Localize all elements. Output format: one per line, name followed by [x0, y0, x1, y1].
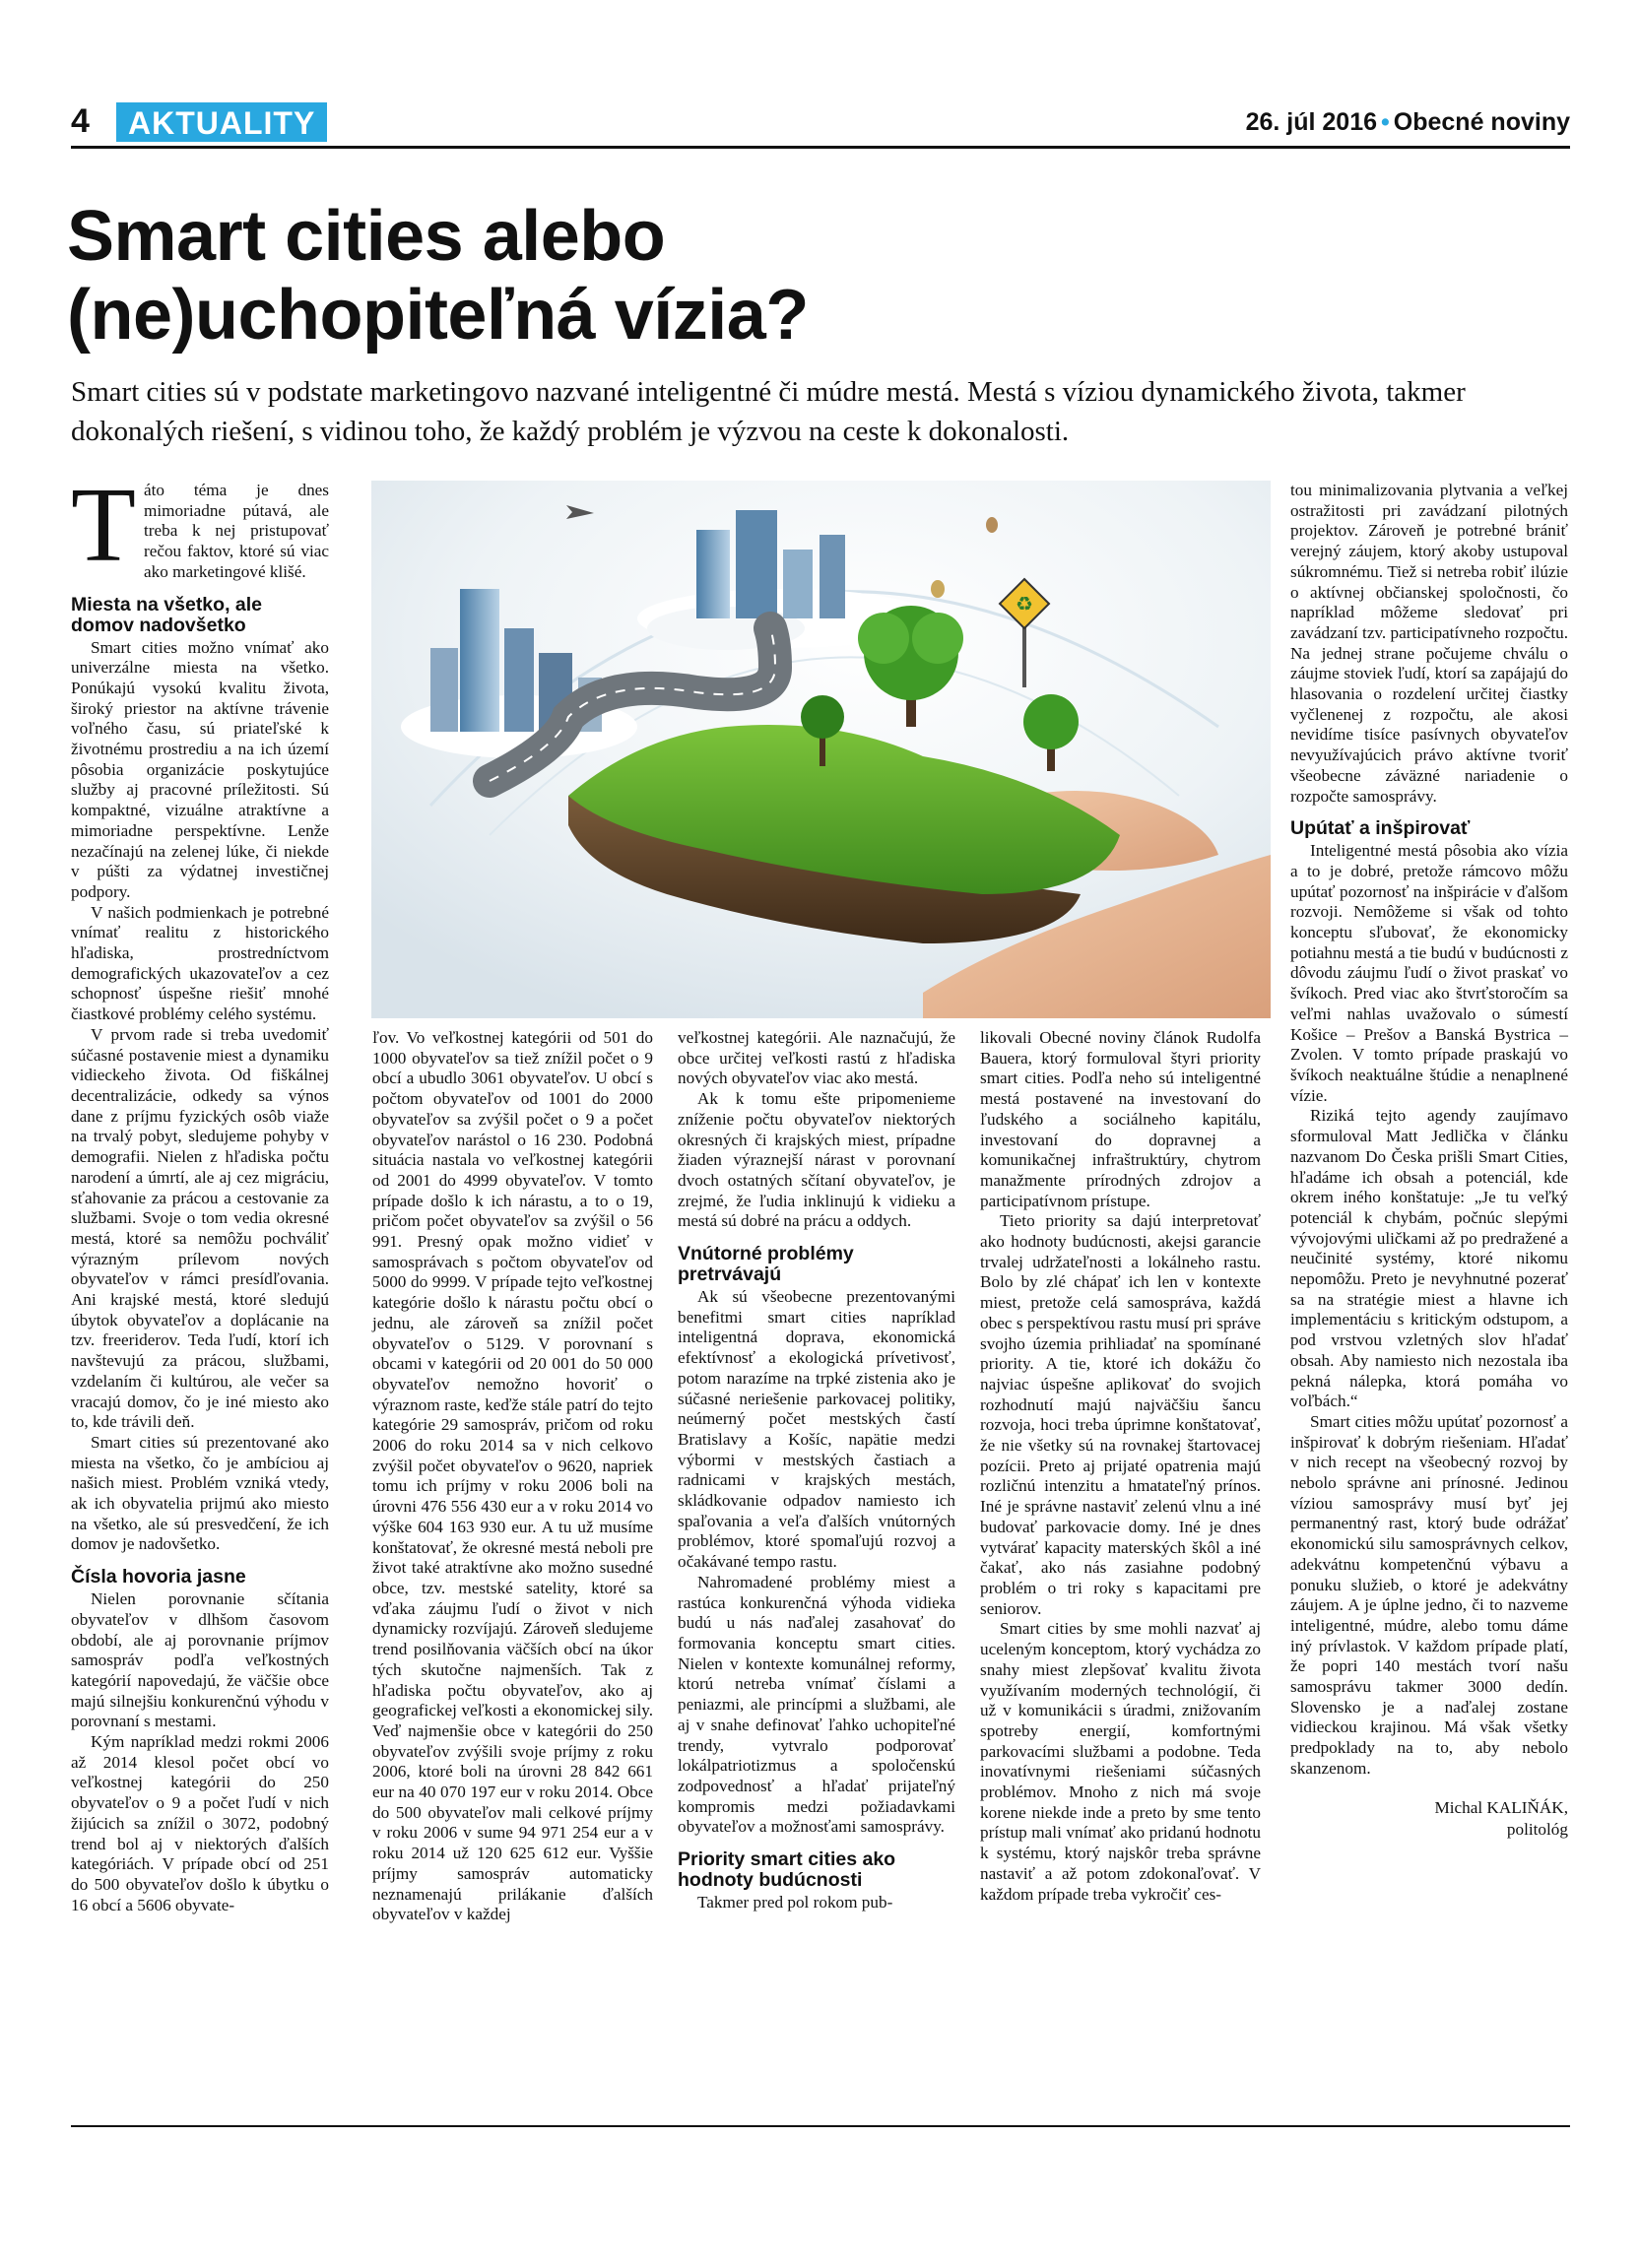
page-header	[71, 98, 1570, 146]
paragraph: Smart cities by sme mohli nazvať aj uceleným konceptom, ktorý vychádza zo snahy miest zlepšovať kvalitu života využívaním moderných technológií, či už v komunikácii s úradmi, znižovaním spotreby energií, komfortnými parkovacími službami a podobne. Teda inovatívnymi riešeniami súčasných problémov. Mnoho z nich má svoje korene niekde inde a preto by sme tento prístup mali vnímať ako pridanú hodnotu k systému, ktorý najskôr treba správne nastaviť a až potom zdokonaľovať. V každom prípade treba vykročiť ces-	[980, 1619, 1261, 1904]
issue-info	[1246, 108, 1570, 137]
column-4	[980, 1028, 1261, 1905]
subheading-miesta: Miesta na všetko, ale domov nadovšetko	[71, 593, 263, 636]
author-signature	[1290, 1797, 1568, 1841]
subheading-vnutorne: Vnútorné problémy pretrvávajú	[678, 1243, 854, 1286]
issue-date: 26. júl 2016	[1245, 108, 1378, 136]
smart-city-illustration-graphic	[371, 481, 1271, 1018]
column-1	[71, 467, 329, 1915]
paragraph: Smart cities možno vnímať ako univerzálne miesta na všetko. Ponúkajú vysokú kvalitu života, široký priestor na aktívne trávenie voľného času, sú priateľské k životnému prostrediu a na ich území pôsobia organizácie poskytujúce služby aj pracovné príležitosti. Sú kompaktné, vizuálne atraktívne a mimoriadne perspektívne. Lenže nezačínajú na zelenej lúke, či niekde v púšti za výdatnej investičnej podpory.	[71, 637, 329, 901]
author-role: politológ	[1506, 1819, 1568, 1839]
paragraph: likovali Obecné noviny článok Rudolfa Bauera, ktorý formuloval štyri priority smart cities. Podľa neho sú inteligentné mestá postavené na investovaní do ľudského a sociálneho kapitálu, investovaní do dopravnej a komunikačnej infraštruktúry, chytrom manažmente prírodných zdrojov a participatívnom prístupe.	[980, 1028, 1261, 1210]
column-3	[678, 1028, 955, 1913]
subheading-uputat: Upútať a inšpirovať	[1290, 817, 1471, 840]
paragraph: veľkostnej kategórii. Ale naznačujú, že obce určitej veľkosti rastú z hľadiska nových obyvateľov viac ako mestá.	[678, 1028, 955, 1088]
intro-paragraph	[71, 467, 329, 584]
paragraph: ľov. Vo veľkostnej kategórii od 501 do 1000 obyvateľov sa tiež znížil počet o 9 obcí a ubudlo 3061 obyvateľov. U obcí s počtom obyvateľov od 1001 do 2000 obyvateľov sa zvýšil počet o 9 a počet obyvateľov narástol o 16 230. Podobná situácia nastala vo veľkostnej kategórii od 2001 do 4999 obyvateľov. V tomto prípade došlo k ich nárastu, a to o 19, pričom počet obyvateľov sa zvýšil o 56 991. Presný opak možno vidieť v samosprávach s počtom obyvateľov od 5000 do 9999. V prípade tejto veľkostnej kategórie došlo k nárastu počtu obcí o jednu, ale zároveň sa znížil počet obyvateľov o 5129. V porovnaní s obcami v kategórii od 20 001 do 50 000 obyvateľov nemožno hovoriť o výraznom raste, keďže stále patrí do tejto kategórie 29 samospráv, pričom od roku 2006 do roku 2014 sa v nich celkovo zvýšil počet obyvateľov o 9620, napriek tomu ich príjmy v roku 2006 boli na úrovni 476 556 430 eur a v roku 2014 vo výške 604 163 930 eur. A tu už musíme konštatovať, že okresné mestá neboli pre život také atraktívne ako možno susedné obce, tzv. mestské satelity, ktoré sa vďaka záujmu ľudí o život v nich dynamicky rozvíjajú. Zároveň sledujeme trend posilňovania väčších obcí na úkor tých skutočne najmenších. Tak z hľadiska počtu obyvateľov, ako aj geografickej veľkosti a ekonomickej sily. Veď najmenšie obce v kategórii do 250 obyvateľov zvýšili svoje príjmy z roku 2006, ktoré boli na úrovni 28 842 661 eur na 40 070 197 eur v roku 2014. Obce do 500 obyvateľov mali celkové príjmy v roku 2006 v sume 94 971 254 eur a v roku 2014 už 120 625 612 eur. Vyššie príjmy samospráv automaticky neznamenajú prilákanie ďalších obyvateľov v každej	[372, 1028, 653, 1924]
column-2	[372, 1028, 653, 1925]
article-title	[67, 197, 1544, 355]
paragraph: Nielen porovnanie sčítania obyvateľov v dlhšom časovom období, ale aj porovnanie príjmov samospráv podľa veľkostných kategórií napovedajú, že väčšie obce majú silnejšiu konkurenčnú výhodu v porovnaní s mestami.	[71, 1589, 329, 1731]
paragraph: Smart cities sú prezentované ako miesta na všetko, čo je ambíciou aj našich miest. Problém vzniká vtedy, ak ich obyvatelia prijmú ako miesto na všetko, ale sú presvedčení, že ich domov je nadovšetko.	[71, 1432, 329, 1554]
header-rule	[71, 146, 1570, 149]
paragraph: Tieto priority sa dajú interpretovať ako hodnoty budúcnosti, akejsi garancie trvalej udržateľnosti a lokálneho rastu. Bolo by zlé chápať ich len v kontexte miest, pretože celá samospráva, každá obec s perspektívou rastu musí pri správe svojho územia prihliadať na spomínané priority. A tie, ktoré ich dokážu čo najviac úspešne aplikovať do svojich rozhodnutí majú najväčšiu šancu rozvoja, hoci treba úprimne konštatovať, že nie všetky sú na rovnakej štartovacej pozícii. Preto aj prijaté opatrenia majú rozličnú intenzitu a hmatateľný prínos. Iné je správne nastaviť zelenú vlnu a iné budovať parkovacie domy. Iné je dnes vytvárať kapacity materských škôl a iné čakať, ako nás zasiahne podobný problém o tri roky s kapacitami pre seniorov.	[980, 1211, 1261, 1618]
footer-rule	[71, 2125, 1570, 2127]
subheading-cisla: Čísla hovoria jasne	[71, 1566, 246, 1588]
title-line-1: Smart cities alebo	[67, 197, 666, 276]
page-number: 4	[71, 102, 90, 140]
paragraph: Takmer pred pol rokom pub-	[697, 1893, 893, 1912]
intro-text: áto téma je dnes mimoriadne pútavá, ale treba k nej pristupovať rečou faktov, ktoré sú viac ako marketingové klišé.	[143, 481, 329, 581]
recycle-sign-icon: ♻	[1016, 592, 1033, 616]
paragraph: Smart cities môžu upútať pozornosť a inšpirovať k dobrým riešeniam. Hľadať v nich recept na všeobecný rozvoj by nebolo správne ani prínosné. Jedinou víziou samosprávy musí byť jej permanentný rast, ktorý bude odrážať ekonomickú silu samosprávnych celkov, adekvátnu kompetenčnú výbavu a ponuku služieb, o ktoré je adekvátny záujem. A je úplne jedno, či to nazveme inteligentné, múdre, alebo tomu dáme iný prívlastok. V každom prípade platí, že popri 140 mestách tvorí našu samosprávu takmer 3000 dedín. Slovensko je a naďalej zostane vidieckou krajinou. Má však všetky predpoklady na to, aby nebolo skanzenom.	[1290, 1411, 1568, 1778]
author-name: Michal KALIŇÁK,	[1434, 1797, 1568, 1817]
paragraph: V našich podmienkach je potrebné vnímať realitu z historického hľadiska, prostredníctvom demografických ukazovateľov a cez schopnosť úspešne riešiť mnohé čiastkové problémy celého systému.	[71, 902, 329, 1024]
paragraph: tou minimalizovania plytvania a veľkej ostražitosti pri zavádzaní pilotných projektov. Zároveň je potrebné brániť verejný záujem, ktorý akoby ustupoval súkromnému. Tiež si netreba robiť ilúzie o aktívnej občianskej spoločnosti, čo napríklad môžeme sledovať pri zavádzaní tzv. participatívneho rozpočtu. Na jednej strane počujeme chválu o záujme stoviek ľudí, ktorí sa zapájajú do hlasovania o rozdelení určitej čiastky vyčlenenej z rozpočtu, ale akosi nevidíme tisíce pasívnych obyvateľov nevyužívajúcich právo aktívne tvoriť všeobecne záväzné nariadenie o rozpočte samosprávy.	[1290, 481, 1568, 806]
paragraph: Riziká tejto agendy zaujímavo sformuloval Matt Jedlička v článku nazvanom Do Česka prišli Smart Cities, hľadáme ich obsah a potenciál, kde okrem iného konštatuje: „Je tu veľký potenciál k chybám, počnúc slepými vývojovými uličkami až po predražené a neučinité systémy, ktoré nikomu nepomôžu. Preto je nevyhnutné pozerať sa na stratégie miest a hlavne ich implementáciu s kritickým odstupom, a pod vrstvou vzletných slov hľadať obsah. Aby namiesto nich nezostala iba pekná nálepka, ktorá pomáha vo voľbách.“	[1290, 1106, 1568, 1411]
paragraph: Kým napríklad medzi rokmi 2006 až 2014 klesol počet obcí vo veľkostnej kategórii do 250 obyvateľov o 9 a počet ľudí v nich žijúcich sa znížil o 3072, podobný trend bol aj v niektorých ďalších kategóriách. V prípade obcí od 251 do 500 obyvateľov došlo k úbytku o 16 obcí a 5606 obyvate-	[71, 1732, 329, 1914]
smart-city-illustration	[371, 481, 1271, 1018]
paragraph: Nahromadené problémy miest a rastúca konkurenčná výhoda vidieka budú u nás naďalej zasahovať do formovania konceptu smart cities. Nielen v kontexte komunálnej reformy, ktorú netreba vnímať číslami a peniazmi, ale princípmi a službami, ale aj v snahe definovať ľahko uchopiteľné trendy, vytvralo podporovať lokálpatriotizmus a spoločenskú zodpovednosť a hľadať prijateľný kompromis medzi požiadavkami obyvateľov a možnosťami samosprávy.	[678, 1572, 955, 1837]
title-line-2: (ne)uchopiteľná vízia?	[67, 276, 809, 355]
article-lead: Smart cities sú v podstate marketingovo nazvané inteligentné či múdre mestá. Mestá s víziou dynamického života, takmer dokonalých riešení, s vidinou toho, že každý problém je výzvou na ceste k dokonalosti.	[71, 376, 1466, 447]
paragraph: Ak k tomu ešte pripomenieme zníženie počtu obyvateľov niektorých okresných či krajských miest, prípadne žiaden výraznejší nárast v porovnaní dvoch ostatných sčítaní obyvateľov, je zrejmé, že ľudia inklinujú k vidieku a mestá sú dobré na prácu a oddych.	[678, 1089, 955, 1231]
subheading-priority: Priority smart cities ako hodnoty budúcnosti	[678, 1848, 896, 1892]
paragraph: V prvom rade si treba uvedomiť súčasné postavenie miest a dynamiku vidieckeho života. Od fiškálnej decentralizácie, odkedy sa výnos dane z príjmu fyzických osôb viaže na trvalý pobyt, sledujeme pohyby v demografii. Nielen z hľadiska počtu narodení a úmrtí, ale aj cez migráciu, sťahovanie za prácou a cestovanie za službami. Svoje o tom vedia okresné mestá, ktoré sa nemôžu pochváliť výrazným prílevom nových obyvateľov v rámci presídľovania. Ani krajské mestá, ktoré sledujú úbytok obyvateľov a doplácanie na tzv. freeriderov. Teda ľudí, ktorí ich navštevujú za prácou, službami, vzdelaním či kultúrou, ale večer sa vracajú domov, čo je iné miesto ako to, kde trávili deň.	[71, 1024, 329, 1432]
column-5	[1290, 481, 1568, 1841]
publication-name: Obecné noviny	[1393, 108, 1570, 136]
section-label: AKTUALITY	[116, 102, 327, 142]
paragraph: Inteligentné mestá pôsobia ako vízia a to je dobré, pretože rámcovo môžu upútať pozornosť na inšpirácie v ďalšom rozvoji. Nemôžeme si však od tohto konceptu sľubovať, že ekonomicky potiahnu mestá a tie budú v budúcnosti z dôvodu záujmu ľudí o život praskať vo švíkoch. Pred viac ako štvrťstoročím sa veľmi nahlas uvažovalo o súmestí Košice – Prešov a Banská Bystrica – Zvolen. V tomto prípade praskajú vo švíkoch neaktuálne štúdie a nenaplnené vízie.	[1290, 841, 1568, 1105]
header-separator: •	[1381, 108, 1390, 136]
paragraph: Ak sú všeobecne prezentovanými benefitmi smart cities napríklad inteligentná doprava, ekonomická efektívnosť a ekologická prívetivosť, potom narazíme na trpké zistenia ako je súčasné neriešenie parkovacej politiky, neúmerný počet mestských častí Bratislavy a Košíc, napätie medzi výbormi v mestských častiach a radnicami v krajských mestách, skládkovanie odpadov namiesto ich spaľovania a veľa ďalších vnútorných problémov, ktoré spomaľujú rozvoj a očakávané tempo rastu.	[678, 1287, 955, 1572]
dropcap: T	[71, 467, 136, 584]
